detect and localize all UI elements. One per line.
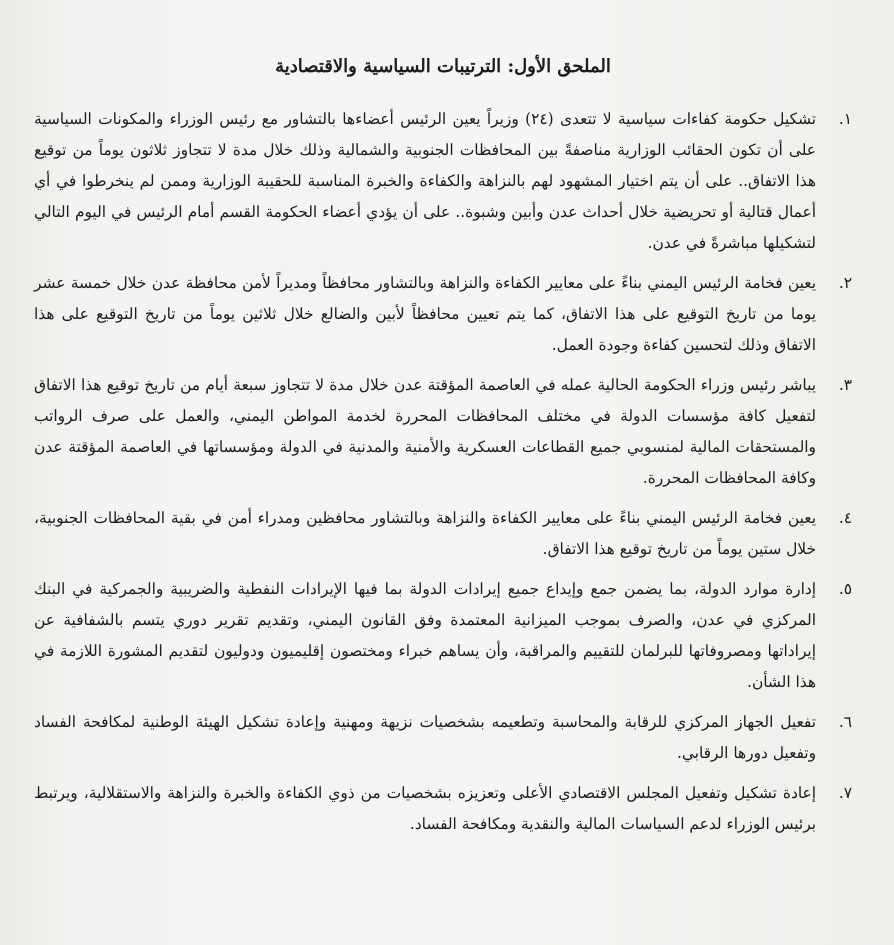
item-text: تفعيل الجهاز المركزي للرقابة والمحاسبة وتطعيمه بشخصيات نزيهة ومهنية وإعادة تشكيل الهيئة الوطنية لمكافحة الفساد وتفعيل دورها الرقابي.: [34, 713, 816, 762]
list-item: [34, 574, 852, 698]
list-item: [34, 104, 852, 259]
item-text: إعادة تشكيل وتفعيل المجلس الاقتصادي الأعلى وتعزيزه بشخصيات من ذوي الكفاءة والخبرة والنزاهة والاستقلالية، ويرتبط برئيس الوزراء لدعم السياسات المالية والنقدية ومكافحة الفساد.: [34, 784, 816, 833]
item-number: ٥.: [838, 580, 852, 598]
list-item: [34, 778, 852, 840]
list-item: [34, 370, 852, 494]
item-number: ١.: [838, 110, 852, 128]
list-item: [34, 268, 852, 361]
item-number: ٧.: [838, 784, 852, 802]
item-number: ٢.: [838, 274, 852, 292]
item-number: ٤.: [838, 509, 852, 527]
list-item: [34, 503, 852, 565]
list-item: [34, 707, 852, 769]
document-title: الملحق الأول: الترتيبات السياسية والاقتصادية: [275, 56, 611, 77]
item-text: إدارة موارد الدولة، بما يضمن جمع وإيداع جميع إيرادات الدولة بما فيها الإيرادات النفطية والضريبية والجمركية في البنك المركزي في عدن، والصرف بموجب الميزانية المعتمدة وفق القانون اليمني، وتقديم تقرير دوري يتسم بالشفافية عن إيراداتها ومصروفاتها للبرلمان للتقييم والمراقبة، وأن يساهم خبراء ومختصون إقليميون ودوليون لتقديم المشورة اللازمة في هذا الشأن.: [34, 580, 816, 691]
item-text: يعين فخامة الرئيس اليمني بناءً على معايير الكفاءة والنزاهة وبالتشاور محافظين ومدراء أمن في بقية المحافظات الجنوبية، خلال ستين يوماً من تاريخ توقيع هذا الاتفاق.: [34, 509, 816, 558]
item-text: يعين فخامة الرئيس اليمني بناءً على معايير الكفاءة والنزاهة وبالتشاور محافظاً ومديراً لأمن محافظة عدن خلال خمسة عشر يوما من تاريخ التوقيع على هذا الاتفاق، كما يتم تعيين محافظاً لأبين والضالع خلال ثلاثين يوماً من تاريخ التوقيع على هذا الاتفاق وذلك لتحسين كفاءة وجودة العمل.: [34, 274, 816, 354]
item-number: ٣.: [838, 376, 852, 394]
item-text: تشكيل حكومة كفاءات سياسية لا تتعدى (٢٤) وزيراً يعين الرئيس أعضاءها بالتشاور مع رئيس الوزراء والمكونات السياسية على أن تكون الحقائب الوزارية مناصفةً بين المحافظات الجنوبية والشمالية وذلك خلال مدة لا تتجاوز ثلاثون يوماً من توقيع هذا الاتفاق.. على أن يتم اختيار المشهود لهم بالنزاهة والكفاءة والخبرة المناسبة للحقيبة الوزارية وممن لم ينخرطوا في أي أعمال قتالية أو تحريضية خلال أحداث عدن وأبين وشبوة.. على أن يؤدي أعضاء الحكومة القسم أمام الرئيس في اليوم التالي لتشكيلها مباشرةً في عدن.: [34, 110, 816, 252]
item-list: [34, 104, 852, 840]
item-number: ٦.: [838, 713, 852, 731]
item-text: يباشر رئيس وزراء الحكومة الحالية عمله في العاصمة المؤقتة عدن خلال مدة لا تتجاوز سبعة أيام من تاريخ توقيع هذا الاتفاق لتفعيل كافة مؤسسات الدولة في مختلف المحافظات المحررة لخدمة المواطن اليمني، والعمل على صرف الرواتب والمستحقات المالية لمنسوبي جميع القطاعات العسكرية والأمنية والمدنية في الدولة ومؤسساتها في العاصمة المؤقتة عدن وكافة المحافظات المحررة.: [34, 376, 816, 487]
